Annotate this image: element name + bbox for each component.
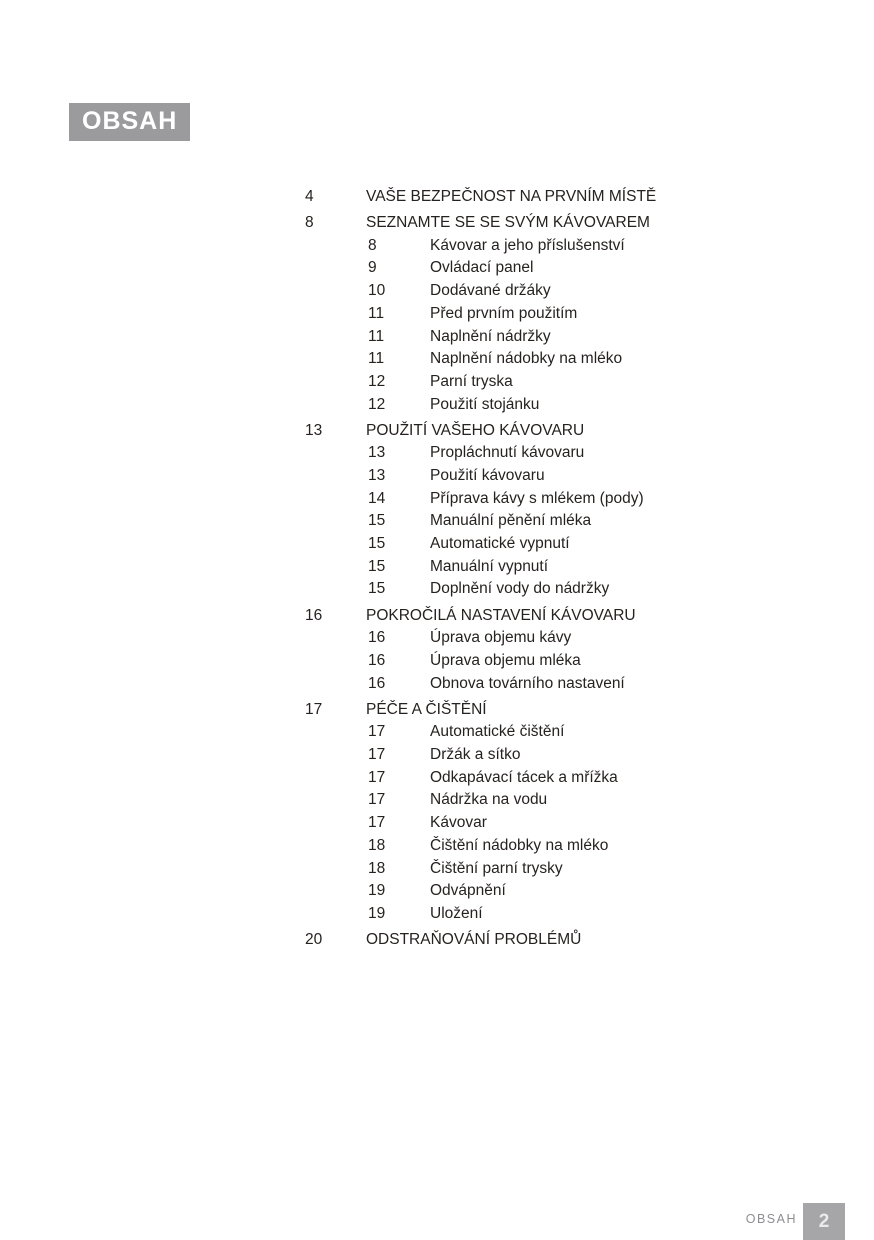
toc-entry[interactable] [305, 744, 835, 767]
toc-entry-title: Úprava objemu mléka [430, 651, 581, 669]
toc-page-number: 17 [368, 723, 386, 741]
toc-entry[interactable] [305, 627, 835, 650]
toc-entry-title: Čištění parní trysky [430, 859, 563, 877]
toc-entry[interactable] [305, 789, 835, 812]
toc-page-number: 10 [368, 282, 386, 300]
toc-entry[interactable] [305, 578, 835, 601]
page-title: OBSAH [82, 106, 178, 135]
toc-entry-title: Naplnění nádržky [430, 327, 551, 345]
toc-page-number: 11 [368, 327, 385, 345]
toc-entry[interactable] [305, 812, 835, 835]
toc-entry[interactable] [305, 280, 835, 303]
toc-entry[interactable] [305, 186, 835, 209]
toc-entry-title: Manuální vypnutí [430, 557, 549, 575]
toc-page-number: 16 [305, 606, 323, 624]
toc-entry-title: ODSTRAŇOVÁNÍ PROBLÉMŮ [366, 930, 582, 948]
toc-page-number: 18 [368, 836, 386, 854]
toc-page-number: 15 [368, 557, 386, 575]
toc-entry[interactable] [305, 488, 835, 511]
toc-entry-title: Příprava kávy s mlékem (pody) [430, 489, 644, 507]
toc-page-number: 12 [368, 372, 386, 390]
toc-page-number: 4 [305, 188, 314, 205]
toc-entry[interactable] [305, 605, 835, 628]
toc-entry[interactable] [305, 880, 835, 903]
toc-entry-title: Odvápnění [430, 882, 506, 900]
toc-page-number: 16 [368, 629, 386, 647]
toc-entry[interactable] [305, 767, 835, 790]
toc-entry-title: Před prvním použitím [430, 304, 578, 322]
toc-page-number: 15 [368, 580, 386, 598]
toc-entry[interactable] [305, 650, 835, 673]
toc-page-number: 17 [305, 700, 323, 718]
toc-entry-title: VAŠE BEZPEČNOST NA PRVNÍM MÍSTĚ [366, 188, 657, 205]
toc-entry[interactable] [305, 235, 835, 258]
toc-entry[interactable] [305, 929, 835, 952]
toc-page-number: 16 [368, 674, 386, 692]
toc-entry[interactable] [305, 533, 835, 556]
toc-entry-title: PÉČE A ČIŠTĚNÍ [366, 700, 487, 718]
toc-entry-title: Držák a sítko [430, 746, 521, 764]
toc-page-number: 13 [368, 444, 386, 462]
toc-entry-title: Odkapávací tácek a mřížka [430, 768, 618, 786]
toc-page-number: 19 [368, 904, 386, 922]
toc-entry-title: Použití stojánku [430, 395, 540, 413]
toc-entry[interactable] [305, 903, 835, 926]
toc-page-number: 15 [368, 512, 386, 530]
toc-entry-title: Manuální pěnění mléka [430, 512, 592, 530]
toc-entry[interactable] [305, 212, 835, 235]
toc-page-number: 9 [368, 259, 377, 277]
toc-page-number: 16 [368, 651, 386, 669]
toc-entry-title: Automatické čištění [430, 723, 565, 741]
toc-entry-title: Propláchnutí kávovaru [430, 444, 585, 462]
toc-page-number: 18 [368, 859, 386, 877]
toc-page-number: 19 [368, 882, 386, 900]
toc-page-number: 20 [305, 930, 323, 948]
table-of-contents [305, 186, 835, 952]
toc-entry-title: Kávovar [430, 814, 487, 832]
toc-page-number: 13 [305, 421, 323, 439]
toc-entry[interactable] [305, 556, 835, 579]
toc-entry-title: Naplnění nádobky na mléko [430, 350, 623, 368]
toc-entry[interactable] [305, 420, 835, 443]
toc-entry[interactable] [305, 699, 835, 722]
toc-entry-title: Ovládací panel [430, 259, 534, 277]
toc-entry[interactable] [305, 371, 835, 394]
toc-entry[interactable] [305, 835, 835, 858]
toc-page-number: 11 [368, 304, 385, 322]
toc-page-number: 17 [368, 768, 386, 786]
toc-entry-title: POUŽITÍ VAŠEHO KÁVOVARU [366, 421, 585, 439]
toc-page-number: 13 [368, 467, 386, 485]
toc-page-number: 17 [368, 746, 386, 764]
toc-entry-title: Parní tryska [430, 372, 513, 390]
page-title-banner [69, 103, 190, 141]
toc-entry[interactable] [305, 510, 835, 533]
toc-page-number: 8 [305, 214, 314, 232]
toc-entry-title: Automatické vypnutí [430, 535, 570, 553]
toc-entry-title: Uložení [430, 904, 483, 922]
toc-entry[interactable] [305, 394, 835, 417]
footer-section-label: OBSAH [745, 1212, 797, 1226]
toc-page-number: 17 [368, 814, 386, 832]
toc-entry-title: Úprava objemu kávy [430, 629, 572, 647]
toc-entry[interactable] [305, 465, 835, 488]
toc-entry[interactable] [305, 303, 835, 326]
toc-page-number: 8 [368, 236, 377, 254]
toc-entry[interactable] [305, 326, 835, 349]
toc-entry[interactable] [305, 257, 835, 280]
toc-entry-title: Čištění nádobky na mléko [430, 836, 609, 854]
toc-page-number: 17 [368, 791, 386, 809]
toc-entry[interactable] [305, 442, 835, 465]
toc-page-number: 11 [368, 350, 385, 368]
toc-entry[interactable] [305, 673, 835, 696]
footer-page-number: 2 [818, 1210, 830, 1232]
toc-entry[interactable] [305, 858, 835, 881]
toc-entry-title: Dodávané držáky [430, 282, 551, 300]
toc-entry-title: Kávovar a jeho příslušenství [430, 236, 625, 254]
toc-entry-title: Nádržka na vodu [430, 791, 548, 809]
toc-page-number: 12 [368, 395, 386, 413]
toc-entry[interactable] [305, 348, 835, 371]
toc-entry-title: Obnova továrního nastavení [430, 674, 625, 692]
toc-page-number: 14 [368, 489, 386, 507]
toc-entry-title: SEZNAMTE SE SE SVÝM KÁVOVAREM [366, 214, 650, 232]
toc-entry-title: POKROČILÁ NASTAVENÍ KÁVOVARU [366, 606, 636, 624]
footer-page-number-box [803, 1203, 845, 1240]
toc-entry-title: Doplnění vody do nádržky [430, 580, 610, 598]
toc-entry-title: Použití kávovaru [430, 467, 545, 485]
toc-page-number: 15 [368, 535, 386, 553]
toc-entry[interactable] [305, 721, 835, 744]
